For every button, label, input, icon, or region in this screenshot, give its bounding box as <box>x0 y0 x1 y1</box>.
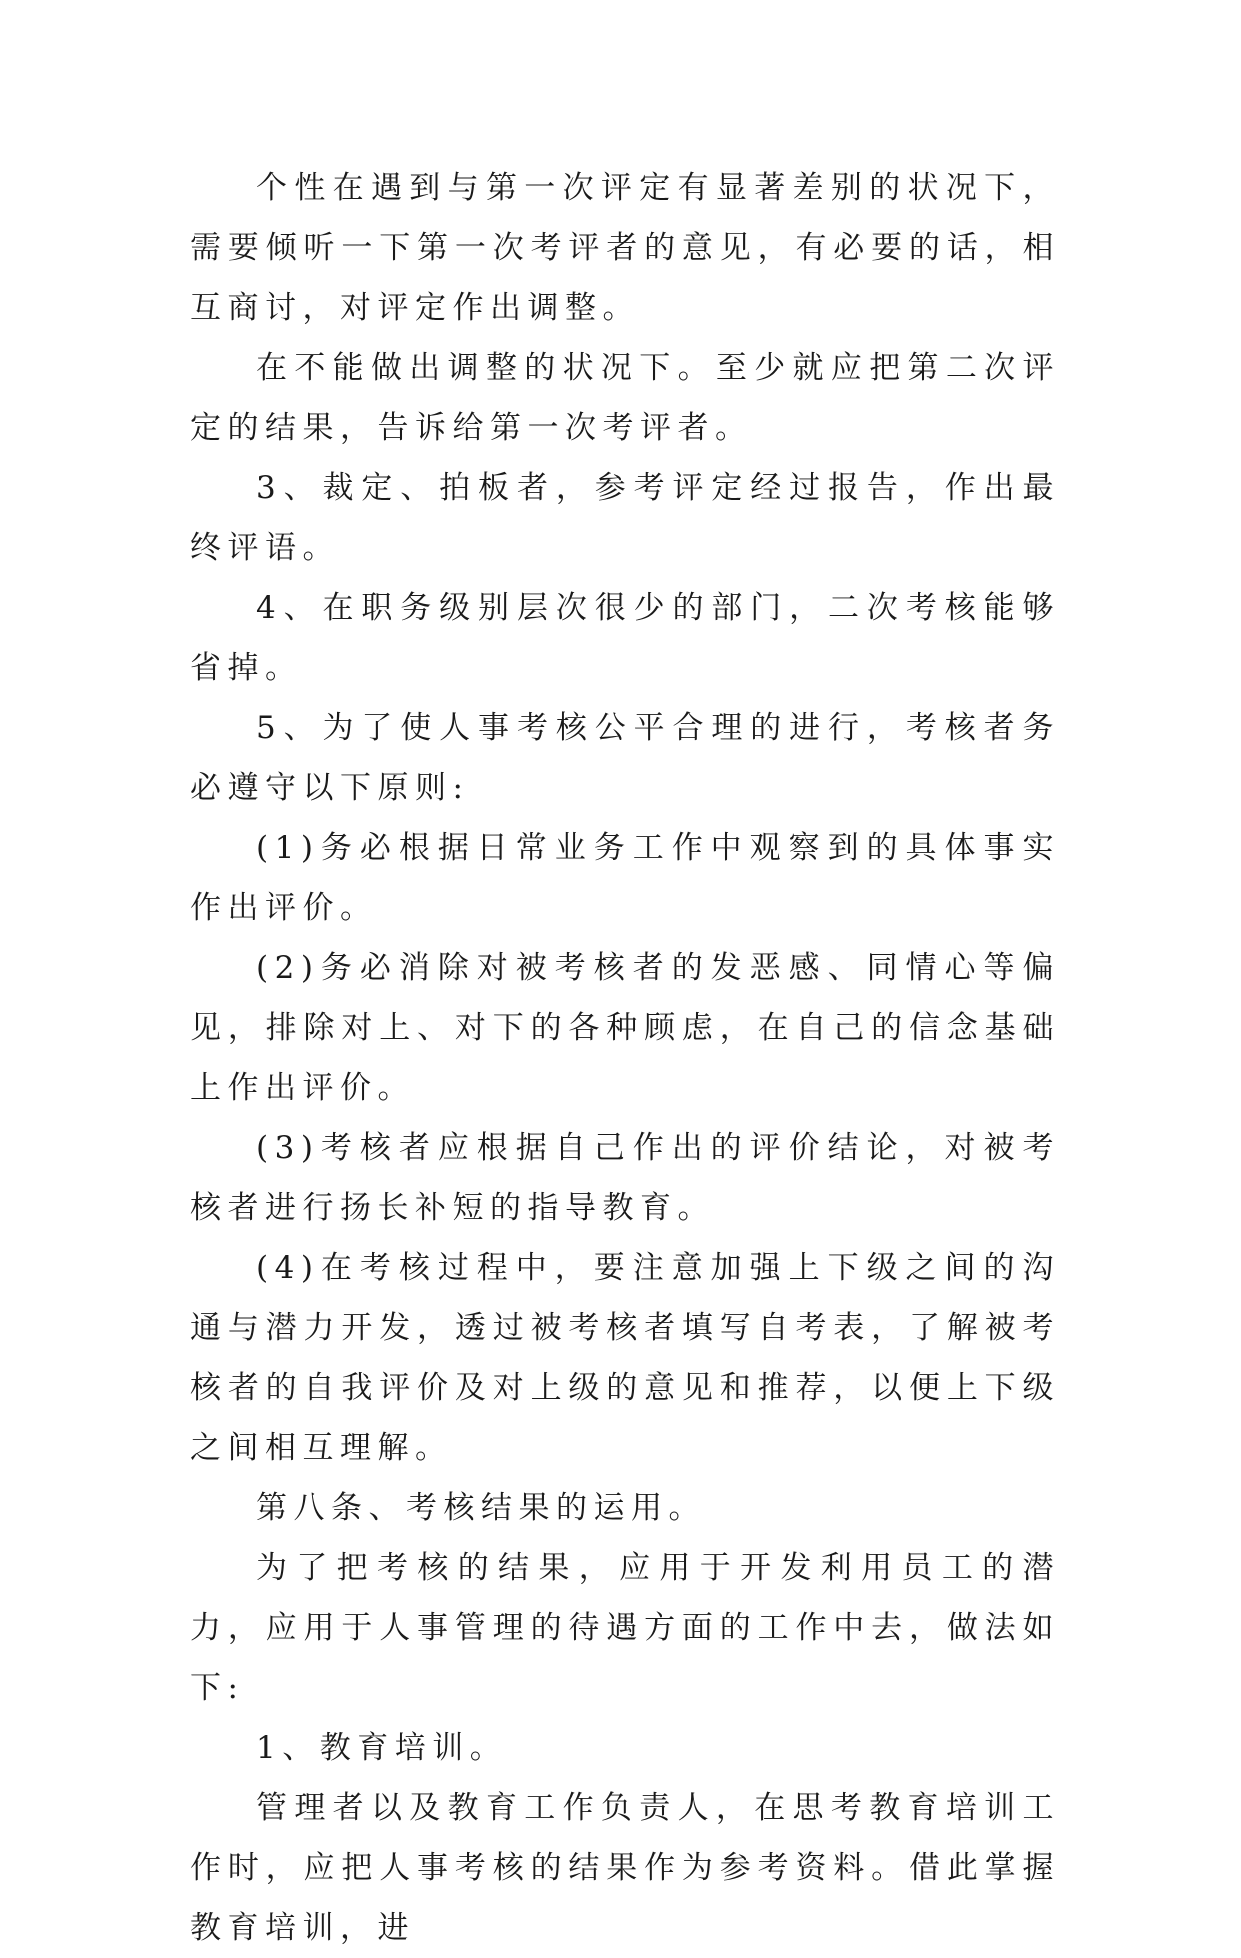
paragraph-results-application: 为了把考核的结果，应用于开发利用员工的潜力，应用于人事管理的待遇方面的工作中去，做法如下: <box>190 1550 1060 1706</box>
paragraph-education-training-heading: 1、教育培训。 <box>256 1730 508 1766</box>
paragraph-item-4: 4、在职务级别层次很少的部门，二次考核能够省掉。 <box>190 590 1060 686</box>
paragraph-principle-2: (2)务必消除对被考核者的发恶感、同情心等偏见，排除对上、对下的各种顾虑，在自己的信念基础上作出评价。 <box>190 950 1060 1106</box>
section-heading-article-8: 第八条、考核结果的运用。 <box>256 1490 706 1526</box>
paragraph-education-training-body: 管理者以及教育工作负责人，在思考教育培训工作时，应把人事考核的结果作为参考资料。借此掌握教育培训，进 <box>190 1790 1060 1946</box>
paragraph-principle-1: (1)务必根据日常业务工作中观察到的具体事实作出评价。 <box>190 830 1060 926</box>
paragraph-item-5: 5、为了使人事考核公平合理的进行，考核者务必遵守以下原则: <box>190 710 1060 806</box>
document-body <box>190 158 1060 1958</box>
paragraph-inform-first-evaluator: 在不能做出调整的状况下。至少就应把第二次评定的结果，告诉给第一次考评者。 <box>190 350 1060 446</box>
paragraph-principle-4: (4)在考核过程中，要注意加强上下级之间的沟通与潜力开发，透过被考核者填写自考表，了解被考核者的自我评价及对上级的意见和推荐，以便上下级之间相互理解。 <box>190 1250 1060 1466</box>
paragraph-item-3: 3、裁定、拍板者，参考评定经过报告，作出最终评语。 <box>190 470 1060 566</box>
paragraph-principle-3: (3)考核者应根据自己作出的评价结论，对被考核者进行扬长补短的指导教育。 <box>190 1130 1060 1226</box>
paragraph-reevaluation-discussion: 个性在遇到与第一次评定有显著差别的状况下，需要倾听一下第一次考评者的意见，有必要的话，相互商讨，对评定作出调整。 <box>190 170 1060 326</box>
